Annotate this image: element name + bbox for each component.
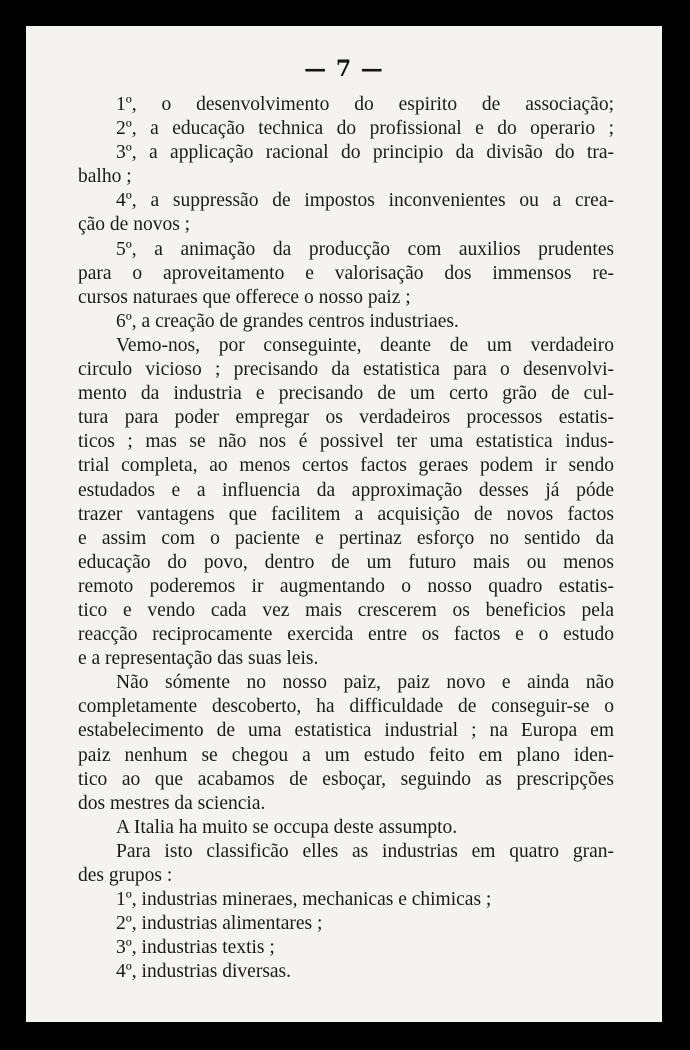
text-line: estabelecimento de uma estatistica industrial ; na Europa em xyxy=(78,720,614,742)
text-line: trazer vantagens que facilitem a acquisição de novos factos xyxy=(78,503,614,525)
text-line: Para isto classificão elles as industrias em quatro gran- xyxy=(116,840,614,862)
text-line: 2º, industrias alimentares ; xyxy=(116,913,323,935)
text-line: 1º, o desenvolvimento do espirito de associação; xyxy=(116,94,614,115)
text-line: ticos ; mas se não nos é possivel ter uma estatistica indus- xyxy=(78,431,614,453)
text-line: 2º, a educação technica do profissional e do operario ; xyxy=(116,118,614,140)
text-line: tico ao que acabamos de esboçar, seguindo as prescripções xyxy=(78,768,614,790)
text-line: mento da industria e precisando de um certo grão de cul- xyxy=(78,383,614,405)
text-line: completamente descoberto, ha difficuldade de conseguir-se o xyxy=(78,696,614,718)
text-line: Não sómente no nosso paiz, paiz novo e ainda não xyxy=(116,672,614,694)
text-line: tura para poder empregar os verdadeiros processos estatis- xyxy=(78,407,614,429)
text-line: 1º, industrias mineraes, mechanicas e chimicas ; xyxy=(116,889,492,911)
text-line: tico e vendo cada vez mais crescerem os beneficios pela xyxy=(78,599,614,621)
text-line: 4º, industrias diversas. xyxy=(116,961,292,983)
text-line: dos mestres da sciencia. xyxy=(78,792,266,814)
text-line: 4º, a suppressão de impostos inconvenientes ou a crea- xyxy=(116,190,614,212)
text-line: e assim com o paciente e pertinaz esforço no sentido da xyxy=(78,527,614,549)
text-line: Vemo-nos, por conseguinte, deante de um verdadeiro xyxy=(116,334,614,356)
text-line: trial completa, ao menos certos factos geraes podem ir sendo xyxy=(78,455,614,477)
text-line: cursos naturaes que offerece o nosso paiz ; xyxy=(78,286,411,308)
text-line: paiz nenhum se chegou a um estudo feito em plano iden- xyxy=(78,744,614,766)
text-line: 3º, a applicação racional do principio da divisão do tra- xyxy=(116,142,614,164)
text-line: balho ; xyxy=(78,166,132,188)
text-line: 3º, industrias textis ; xyxy=(116,937,275,959)
page-number: — 7 — xyxy=(304,56,384,82)
text-line: A Italia ha muito se occupa deste assumpto. xyxy=(116,816,458,838)
page-text xyxy=(78,93,614,984)
text-line: 5º, a animação da producção com auxilios prudentes xyxy=(116,238,614,260)
text-line: remoto poderemos ir augmentando o nosso quadro estatis- xyxy=(78,575,614,597)
text-line: circulo vicioso ; precisando da estatistica para o desenvolvi- xyxy=(78,359,614,381)
text-line: estudados e a influencia da approximação desses já póde xyxy=(78,479,614,501)
text-line: des grupos : xyxy=(78,865,173,886)
text-line: para o aproveitamento e valorisação dos immensos re- xyxy=(78,262,614,284)
book-page xyxy=(26,26,662,1022)
text-line: e a representação das suas leis. xyxy=(78,648,319,670)
text-line: 6º, a creação de grandes centros industriaes. xyxy=(116,310,459,332)
text-line: reacção reciprocamente exercida entre os factos e o estudo xyxy=(78,624,614,646)
text-line: educação do povo, dentro de um futuro mais ou menos xyxy=(78,551,614,573)
text-line: ção de novos ; xyxy=(78,214,191,236)
